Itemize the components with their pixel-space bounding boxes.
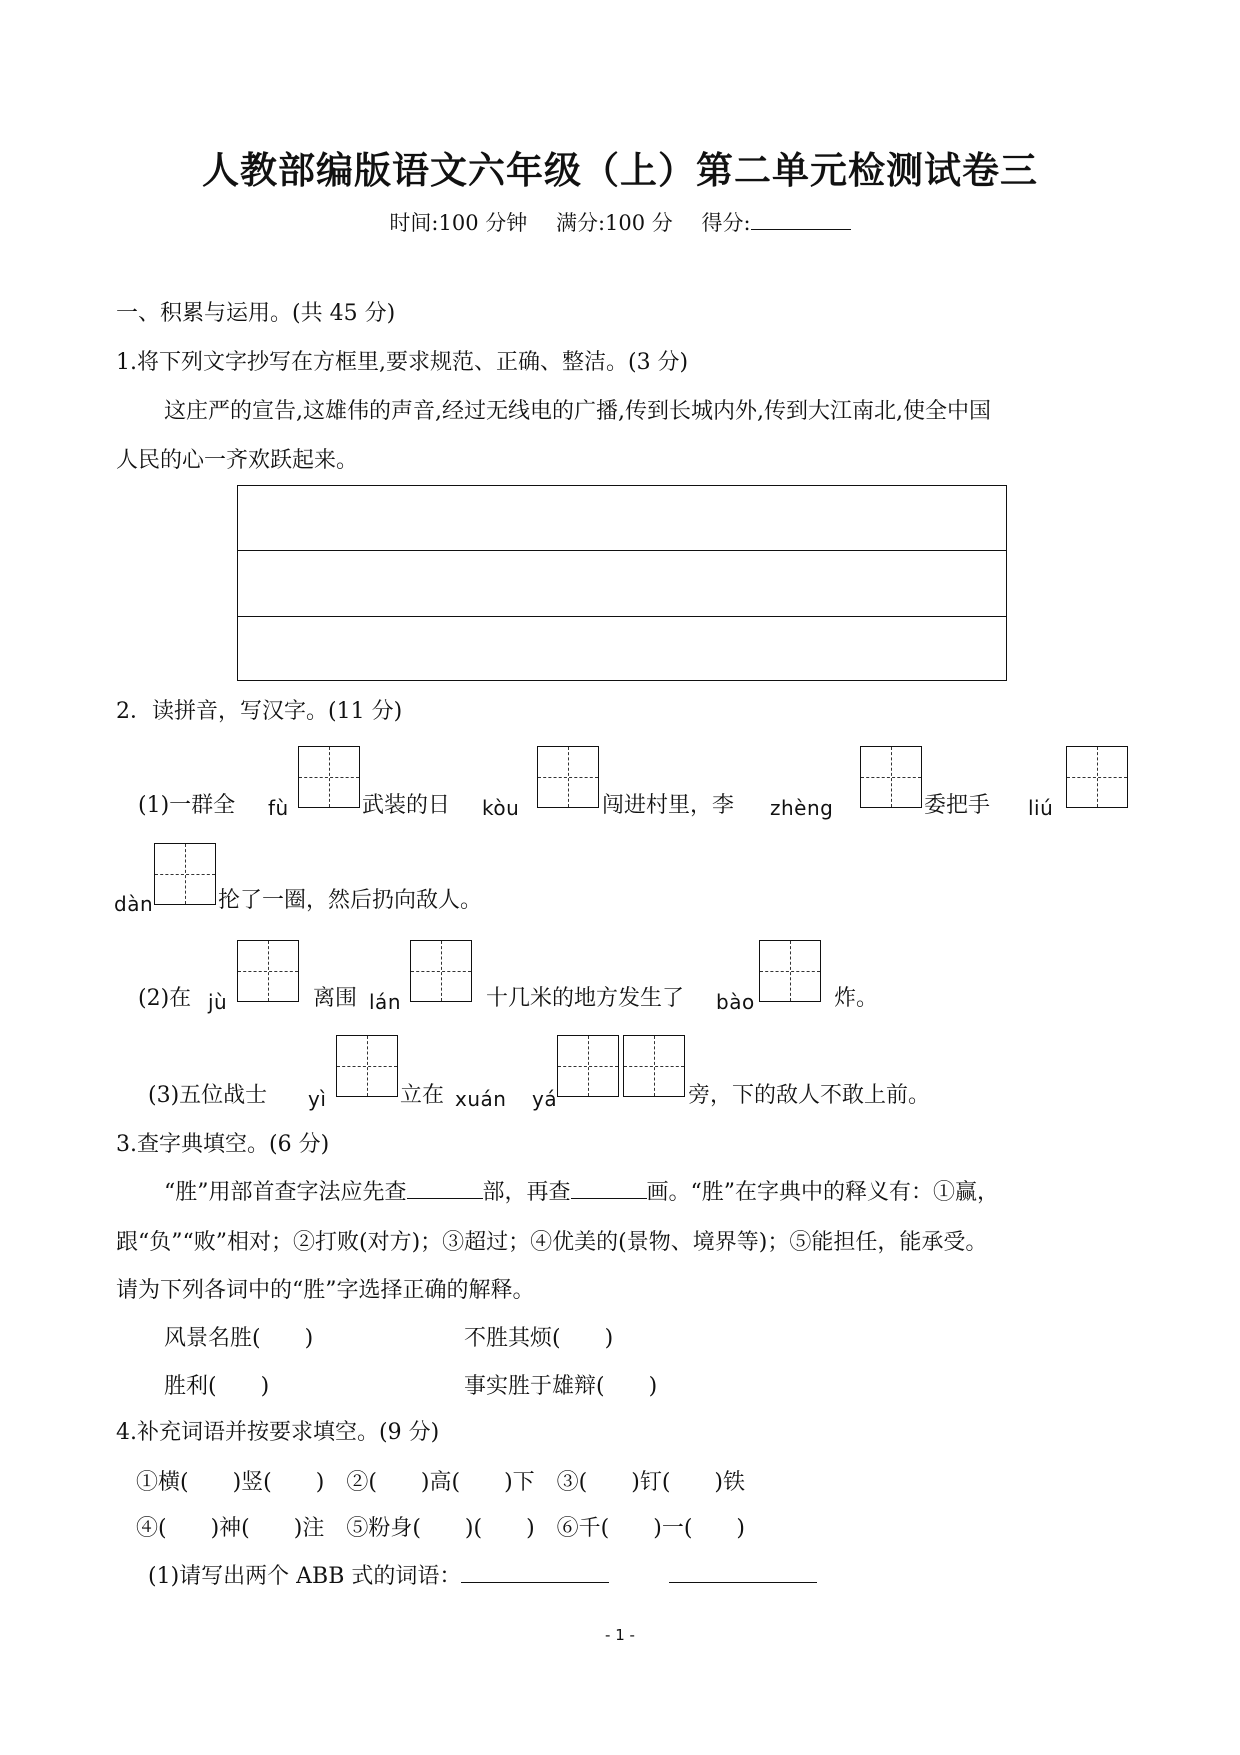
q2-s3-text-b: 立在 bbox=[400, 1083, 445, 1108]
q2-s3-pinyin-1: yì bbox=[308, 1087, 327, 1111]
tianzige-box[interactable] bbox=[759, 940, 821, 1002]
q4-sub1 bbox=[148, 1566, 817, 1588]
q3-line1 bbox=[164, 1182, 999, 1204]
copy-row[interactable] bbox=[238, 551, 1006, 616]
q2-s3-text-c: 旁，下的敌人不敢上前。 bbox=[688, 1083, 931, 1108]
q3-prompt: 3.查字典填空。(6 分) bbox=[116, 1132, 330, 1157]
time-limit: 时间:100 分钟 bbox=[389, 211, 528, 235]
q4-row-2[interactable]: ④( )神( )注 ⑤粉身( )( ) ⑥千( )一( ) bbox=[136, 1516, 745, 1541]
score-label: 得分: bbox=[701, 211, 751, 235]
tianzige-box[interactable] bbox=[336, 1035, 398, 1097]
tianzige-box[interactable] bbox=[860, 746, 922, 808]
q3-line1-c: 画。“胜”在字典中的释义有：①赢， bbox=[646, 1180, 1000, 1205]
stroke-count-blank[interactable] bbox=[571, 1198, 647, 1199]
copy-box[interactable] bbox=[237, 485, 1007, 681]
q2-s2-pinyin-2: lán bbox=[369, 990, 401, 1014]
abb-blank-2[interactable] bbox=[669, 1582, 817, 1583]
section-heading: 一、积累与运用。(共 45 分) bbox=[116, 301, 396, 326]
full-score: 满分:100 分 bbox=[555, 211, 673, 235]
q2-s3-text-a: (3)五位战士 bbox=[148, 1083, 268, 1108]
q2-s2-text-a: (2)在 bbox=[138, 986, 192, 1011]
q2-s1-pinyin-3: zhèng bbox=[770, 796, 834, 820]
q3-word-3[interactable]: 胜利( ) bbox=[164, 1374, 270, 1399]
q2-s1-pinyin-2: kòu bbox=[482, 796, 520, 820]
page-number: - 1 - bbox=[605, 1626, 635, 1644]
q2-s1-pinyin-4: liú bbox=[1028, 796, 1054, 820]
q2-s1-text-e: 抡了一圈，然后扔向敌人。 bbox=[218, 888, 483, 913]
score-blank[interactable] bbox=[751, 229, 851, 230]
q4-row-1[interactable]: ①横( )竖( ) ②( )高( )下 ③( )钉( )铁 bbox=[136, 1470, 745, 1495]
q3-line1-a: “胜”用部首查字法应先查 bbox=[164, 1180, 407, 1205]
tianzige-box[interactable] bbox=[154, 843, 216, 905]
q3-word-2[interactable]: 不胜其烦( ) bbox=[464, 1326, 614, 1351]
q2-s2-pinyin-3: bào bbox=[716, 990, 755, 1014]
copy-row[interactable] bbox=[238, 486, 1006, 551]
tianzige-box[interactable] bbox=[410, 940, 472, 1002]
q3-line3: 请为下列各词中的“胜”字选择正确的解释。 bbox=[116, 1278, 535, 1303]
q1-passage-line1: 这庄严的宣告,这雄伟的声音,经过无线电的广播,传到长城内外,传到大江南北,使全中国 bbox=[164, 399, 991, 424]
q2-s1-text-d: 委把手 bbox=[924, 793, 991, 818]
q1-prompt: 1.将下列文字抄写在方框里,要求规范、正确、整洁。(3 分) bbox=[116, 350, 689, 375]
page-title: 人教部编版语文六年级（上）第二单元检测试卷三 bbox=[202, 148, 1038, 192]
q3-line2: 跟“负”“败”相对；②打败(对方)；③超过；④优美的(景物、境界等)；⑤能担任，能承受。 bbox=[116, 1230, 988, 1255]
q2-s1-pinyin-5: dàn bbox=[114, 892, 154, 916]
q3-word-1[interactable]: 风景名胜( ) bbox=[164, 1326, 314, 1351]
q1-passage-line2: 人民的心一齐欢跃起来。 bbox=[116, 448, 359, 473]
exam-meta bbox=[0, 207, 1240, 237]
tianzige-box[interactable] bbox=[237, 940, 299, 1002]
q2-s2-text-b: 离围 bbox=[313, 986, 358, 1011]
q3-line1-b: 部，再查 bbox=[482, 1180, 571, 1205]
radical-blank[interactable] bbox=[407, 1198, 483, 1199]
abb-blank-1[interactable] bbox=[461, 1582, 609, 1583]
tianzige-box[interactable] bbox=[623, 1035, 685, 1097]
tianzige-box[interactable] bbox=[557, 1035, 619, 1097]
q3-word-4[interactable]: 事实胜于雄辩( ) bbox=[464, 1374, 658, 1399]
q4-prompt: 4.补充词语并按要求填空。(9 分) bbox=[116, 1420, 440, 1445]
q2-s1-pinyin-1: fù bbox=[268, 796, 289, 820]
tianzige-box[interactable] bbox=[1066, 746, 1128, 808]
copy-row[interactable] bbox=[238, 617, 1006, 682]
q2-s3-pinyin-2: xuán bbox=[455, 1087, 507, 1111]
q4-sub1-label: (1)请写出两个 ABB 式的词语： bbox=[148, 1564, 462, 1589]
q2-s1-text-c: 闯进村里，李 bbox=[602, 793, 735, 818]
tianzige-box[interactable] bbox=[298, 746, 360, 808]
q2-s2-text-c: 十几米的地方发生了 bbox=[486, 986, 685, 1011]
tianzige-box[interactable] bbox=[537, 746, 599, 808]
q2-prompt: 2．读拼音，写汉字。(11 分) bbox=[116, 699, 403, 724]
q2-s3-pinyin-3: yá bbox=[532, 1087, 558, 1111]
q2-s2-pinyin-1: jù bbox=[208, 990, 228, 1014]
q2-s1-text-a: (1)一群全 bbox=[138, 793, 236, 818]
q2-s2-text-d: 炸。 bbox=[834, 986, 879, 1011]
q2-s1-text-b: 武装的日 bbox=[362, 793, 451, 818]
